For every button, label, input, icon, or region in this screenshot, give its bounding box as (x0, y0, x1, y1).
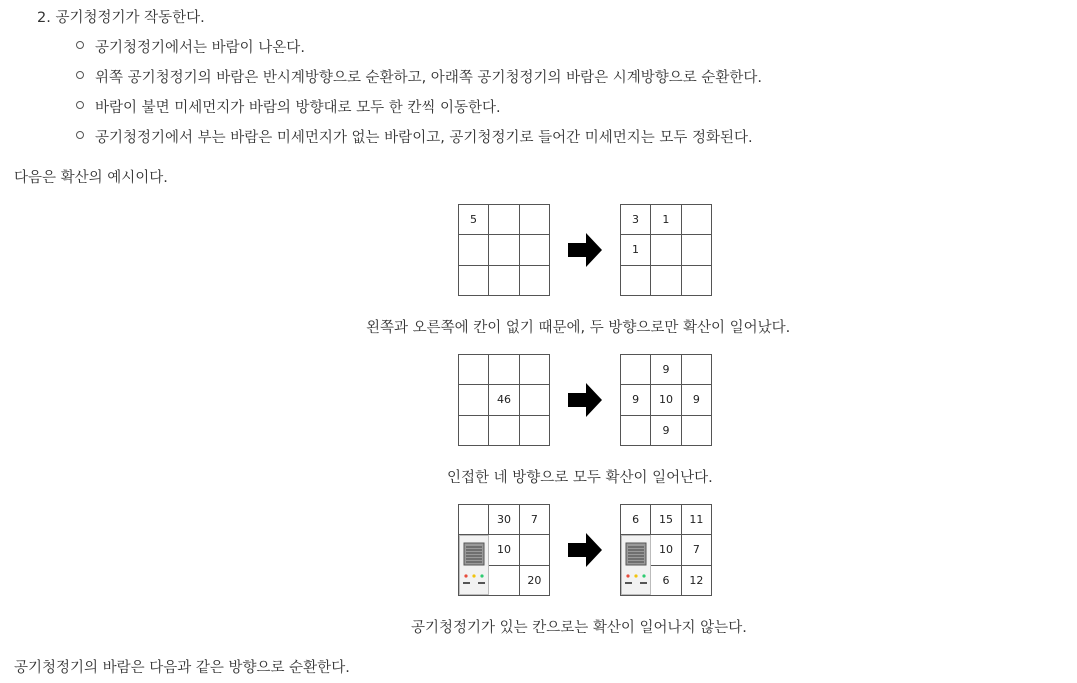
grid-cell (489, 566, 519, 596)
grid-cell (520, 205, 550, 235)
grid-cell (520, 235, 550, 265)
grid-cell (459, 266, 489, 296)
grid-cell (489, 205, 519, 235)
step-title: 공기청정기가 작동한다. (55, 10, 205, 26)
step-heading (37, 6, 205, 27)
step-number: 2. (37, 10, 51, 26)
intro-text: 다음은 확산의 예시이다. (14, 170, 168, 186)
grid-cell: 12 (682, 566, 712, 596)
air-purifier-icon (621, 535, 651, 595)
bullet-icon (76, 131, 84, 139)
grid-cell (459, 416, 489, 446)
bullet-text: 바람이 불면 미세먼지가 바람의 방향대로 모두 한 칸씩 이동한다. (95, 100, 501, 116)
grid-cell: 7 (520, 505, 550, 535)
right-arrow-icon (568, 533, 602, 567)
right-arrow-icon (568, 233, 602, 267)
grid-cell (651, 266, 681, 296)
grid-cell: 10 (489, 535, 519, 565)
bullet-text: 공기청정기에서 부는 바람은 미세먼지가 없는 바람이고, 공기청정기로 들어간 미세먼지는 모두 정화된다. (95, 130, 753, 146)
grid-cell (682, 416, 712, 446)
grid-cell (489, 266, 519, 296)
grid-cell: 10 (651, 535, 681, 565)
bullet-text: 위쪽 공기청정기의 바람은 반시계방향으로 순환하고, 아래쪽 공기청정기의 바람은 시계방향으로 순환한다. (95, 70, 763, 86)
grid-cell (621, 266, 651, 296)
grid-cell (520, 355, 550, 385)
grid-cell (520, 416, 550, 446)
grid-cell: 15 (651, 505, 681, 535)
example-caption: 왼쪽과 오른쪽에 칸이 없기 때문에, 두 방향으로만 확산이 일어났다. (366, 320, 791, 336)
grid-cell: 5 (459, 205, 489, 235)
grid-cell: 11 (682, 505, 712, 535)
grid-cell (459, 385, 489, 415)
grid-cell (682, 355, 712, 385)
bullet-icon (76, 41, 84, 49)
grid-cell: 9 (651, 416, 681, 446)
bullet-icon (76, 101, 84, 109)
grid-cell: 30 (489, 505, 519, 535)
example-caption: 인접한 네 방향으로 모두 확산이 일어난다. (447, 470, 713, 486)
right-arrow-icon (568, 383, 602, 417)
grid-cell: 46 (489, 385, 519, 415)
grid-cell: 20 (520, 566, 550, 596)
grid-after (620, 504, 712, 596)
grid-cell (489, 235, 519, 265)
grid-after (620, 354, 712, 446)
grid-cell (621, 416, 651, 446)
example-caption: 공기청정기가 있는 칸으로는 확산이 일어나지 않는다. (411, 620, 747, 636)
grid-before (458, 204, 550, 296)
grid-cell (489, 416, 519, 446)
grid-cell (520, 535, 550, 565)
grid-cell: 1 (651, 205, 681, 235)
outro-text: 공기청정기의 바람은 다음과 같은 방향으로 순환한다. (14, 660, 350, 676)
grid-cell: 9 (621, 385, 651, 415)
grid-cell (621, 355, 651, 385)
grid-cell (682, 266, 712, 296)
grid-cell (489, 355, 519, 385)
grid-cell (459, 235, 489, 265)
grid-before (458, 504, 550, 596)
grid-cell: 3 (621, 205, 651, 235)
grid-cell: 7 (682, 535, 712, 565)
grid-cell: 6 (651, 566, 681, 596)
grid-cell (459, 355, 489, 385)
grid-cell: 10 (651, 385, 681, 415)
grid-cell (520, 266, 550, 296)
grid-cell: 6 (621, 505, 651, 535)
air-purifier-icon (459, 535, 489, 595)
grid-cell (520, 385, 550, 415)
grid-cell: 9 (682, 385, 712, 415)
bullet-icon (76, 71, 84, 79)
grid-cell (682, 205, 712, 235)
grid-cell: 9 (651, 355, 681, 385)
grid-cell: 1 (621, 235, 651, 265)
grid-cell (459, 505, 489, 535)
grid-before (458, 354, 550, 446)
bullet-text: 공기청정기에서는 바람이 나온다. (95, 40, 305, 56)
grid-cell (682, 235, 712, 265)
grid-after (620, 204, 712, 296)
grid-cell (651, 235, 681, 265)
